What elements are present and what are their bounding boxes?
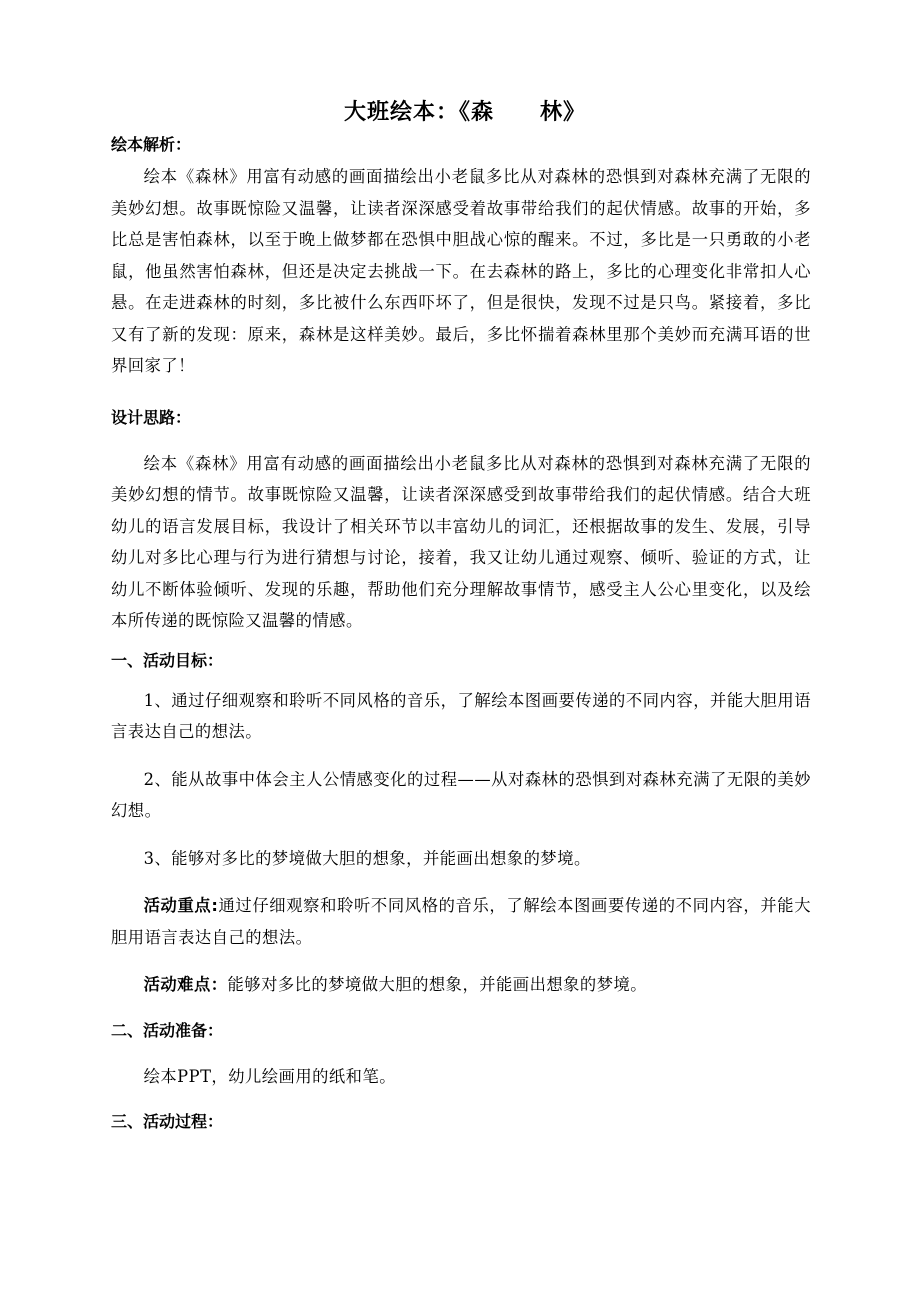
difficulty-label: 活动难点： (143, 975, 228, 994)
prep-heading: 二、活动准备： (111, 1020, 224, 1040)
design-heading: 设计思路： (111, 407, 192, 427)
key-point (111, 890, 811, 953)
goal-item-2: 2、能从故事中体会主人公情感变化的过程——从对森林的恐惧到对森林充满了无限的美妙幻想。 (111, 769, 811, 820)
goal-item-3: 3、能够对多比的梦境做大胆的想象，并能画出想象的梦境。 (143, 848, 591, 868)
difficulty-text: 能够对多比的梦境做大胆的想象，并能画出想象的梦境。 (227, 975, 648, 994)
process-heading: 三、活动过程： (111, 1112, 224, 1131)
key-point-text: 通过仔细观察和聆听不同风格的音乐，了解绘本图画要传递的不同内容，并能大胆用语言表达自己的想法。 (111, 896, 811, 947)
document-body (111, 96, 811, 1136)
page-title: 大班绘本：《森 林》 (343, 100, 586, 125)
key-point-label: 活动重点: (143, 896, 219, 915)
difficulty-point (111, 969, 811, 1001)
analysis-heading: 绘本解析： (111, 135, 192, 154)
prep-paragraph: 绘本PPT，幼儿绘画用的纸和笔。 (143, 1066, 397, 1086)
goal-item-1: 1、通过仔细观察和聆听不同风格的音乐，了解绘本图画要传递的不同内容，并能大胆用语言表达自己的想法。 (111, 690, 811, 741)
analysis-paragraph: 绘本《森林》用富有动感的画面描绘出小老鼠多比从对森林的恐惧到对森林充满了无限的美妙幻想。故事既惊险又温馨，让读者深深感受着故事带给我们的起伏情感。故事的开始，多比总是害怕森林，以至于晚上做梦都在恐惧中胆战心惊的醒来。不过，多比是一只勇敢的小老鼠，他虽然害怕森林，但还是决定去挑战一下。在去森林的路上，多比的心理变化非常扣人心悬。在走进森林的时刻，多比被什么东西吓坏了，但是很快，发现不过是只鸟。紧接着，多比又有了新的发现：原来，森林是这样美妙。最后，多比怀揣着森林里那个美妙而充满耳语的世界回家了！ (111, 167, 811, 375)
design-paragraph: 绘本《森林》用富有动感的画面描绘出小老鼠多比从对森林的恐惧到对森林充满了无限的美妙幻想的情节。故事既惊险又温馨，让读者深深感受到故事带给我们的起伏情感。结合大班幼儿的语言发展目标，我设计了相关环节以丰富幼儿的词汇，还根据故事的发生、发展，引导幼儿对多比心理与行为进行猜想与讨论，接着，我又让幼儿通过观察、倾听、验证的方式，让幼儿不断体验倾听、发现的乐趣，帮助他们充分理解故事情节，感受主人公心里变化，以及绘本所传递的既惊险又温馨的情感。 (111, 453, 811, 630)
goals-heading: 一、活动目标： (111, 650, 224, 670)
